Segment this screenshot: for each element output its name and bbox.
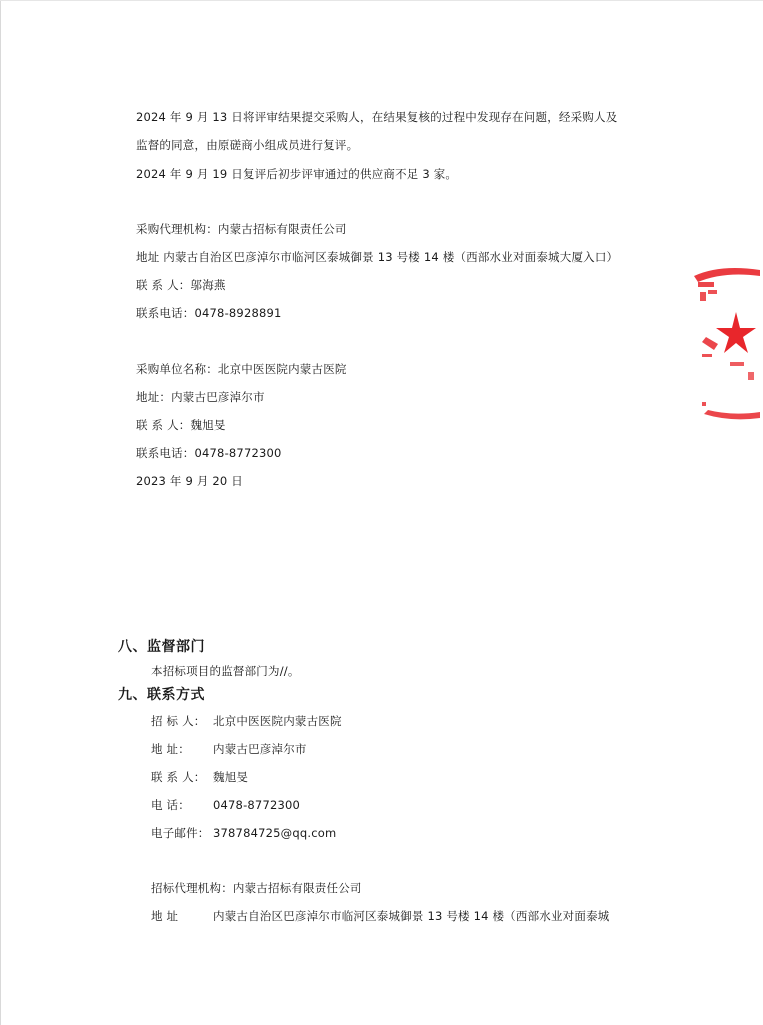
contact-label: 招 标 人： <box>151 714 206 728</box>
seal-arc-bottom <box>704 410 760 419</box>
page-edge-top <box>0 0 763 1</box>
contact-row-phone <box>151 797 300 813</box>
tender-agency-row <box>151 880 362 896</box>
contact-label: 地 址： <box>151 742 190 756</box>
page-edge-left <box>0 0 1 1025</box>
seal-stroke-1 <box>702 337 718 350</box>
tender-agency-address-row <box>151 908 610 924</box>
review-paragraph-line-2: 监督的同意，由原磋商小组成员进行复评。 <box>136 138 359 152</box>
buyer-phone: 联系电话：0478-8772300 <box>136 446 282 460</box>
section-9-heading: 九、联系方式 <box>118 687 205 703</box>
contact-row-person <box>151 769 248 785</box>
seal-mark-7 <box>702 402 706 406</box>
agency-name: 采购代理机构：内蒙古招标有限责任公司 <box>136 222 347 236</box>
seal-mark-1 <box>698 282 714 287</box>
contact-label: 联 系 人： <box>151 770 206 784</box>
contact-row-tenderer <box>151 713 342 729</box>
seal-mark-6 <box>748 372 754 380</box>
seal-arc-top <box>694 268 760 282</box>
tender-agency-address-value: 内蒙古自治区巴彦淖尔市临河区泰城御景 13 号楼 14 楼（西部水业对面泰城 <box>213 909 610 923</box>
contact-row-address <box>151 741 307 757</box>
buyer-contact: 联 系 人：魏旭旻 <box>136 418 226 432</box>
contact-row-email <box>151 825 336 841</box>
seal-mark-5 <box>730 362 744 366</box>
agency-contact: 联 系 人：邬海燕 <box>136 278 226 292</box>
tender-agency-value: 内蒙古招标有限责任公司 <box>232 881 362 895</box>
seal-star-icon <box>716 312 756 353</box>
review-paragraph-2: 2024 年 9 月 19 日复评后初步评审通过的供应商不足 3 家。 <box>136 167 458 181</box>
buyer-name: 采购单位名称：北京中医医院内蒙古医院 <box>136 362 347 376</box>
contact-value: 0478-8772300 <box>213 798 301 812</box>
contact-value: 北京中医医院内蒙古医院 <box>213 714 342 728</box>
section-8-heading: 八、监督部门 <box>118 639 205 655</box>
seal-mark-2 <box>700 292 706 301</box>
buyer-address: 地址：内蒙古巴彦淖尔市 <box>136 390 265 404</box>
seal-mark-4 <box>702 354 712 357</box>
contact-value: 内蒙古巴彦淖尔市 <box>213 742 307 756</box>
contact-value: 魏旭旻 <box>213 770 249 784</box>
buyer-date: 2023 年 9 月 20 日 <box>136 474 243 488</box>
contact-label: 电 话： <box>151 798 190 812</box>
seal-mark-3 <box>708 290 717 294</box>
tender-agency-label: 招标代理机构： <box>151 881 233 895</box>
section-8-text: 本招标项目的监督部门为//。 <box>151 664 300 678</box>
official-seal-fragment <box>690 262 763 432</box>
contact-label: 电子邮件： <box>151 826 210 840</box>
contact-value: 378784725@qq.com <box>213 826 337 840</box>
review-paragraph-line-1: 2024 年 9 月 13 日将评审结果提交采购人，在结果复核的过程中发现存在问题，经采购人及 <box>136 110 618 124</box>
tender-agency-address-label: 地 址 <box>151 909 179 923</box>
agency-address: 地址 内蒙古自治区巴彦淖尔市临河区泰城御景 13 号楼 14 楼（西部水业对面泰城大厦入口） <box>136 250 619 264</box>
agency-phone: 联系电话：0478-8928891 <box>136 306 282 320</box>
